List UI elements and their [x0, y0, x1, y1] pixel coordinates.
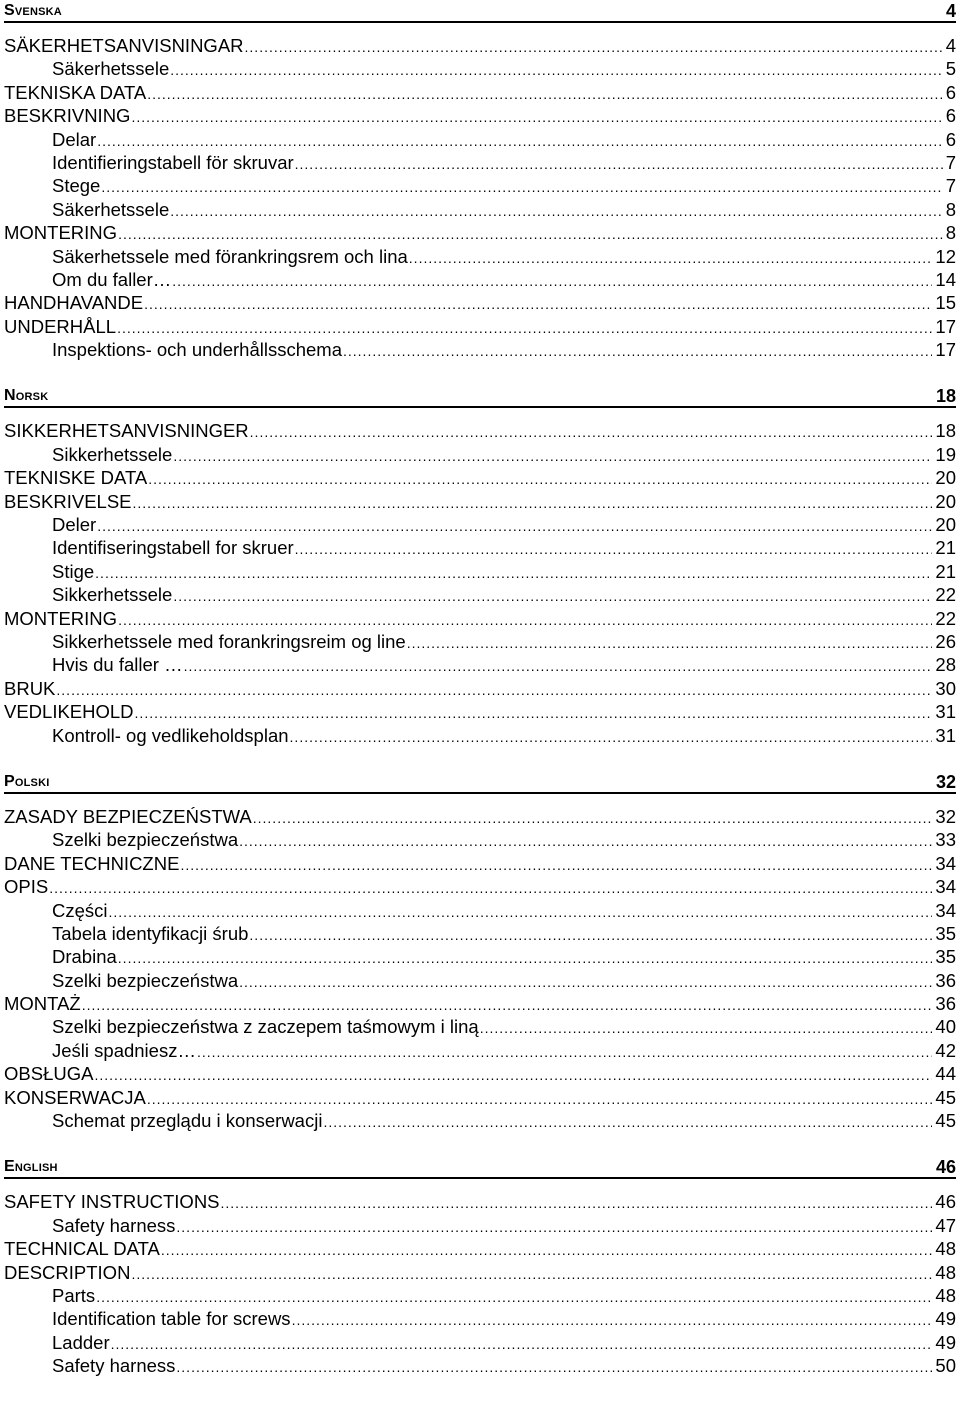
- dot-leader: [480, 1015, 933, 1040]
- toc-entry[interactable]: [4, 57, 956, 80]
- dot-leader: [101, 174, 942, 199]
- dot-leader: [147, 81, 942, 106]
- dot-leader: [176, 1354, 932, 1379]
- dot-leader: [176, 1214, 932, 1239]
- dot-leader: [409, 245, 933, 270]
- toc-entry[interactable]: [4, 1039, 956, 1062]
- toc-entry[interactable]: [4, 1307, 956, 1330]
- toc-entry-title: BESKRIVELSE: [4, 490, 132, 512]
- toc-entry-page: 35: [935, 946, 956, 968]
- dot-leader: [131, 104, 942, 129]
- toc-entry[interactable]: [4, 607, 956, 630]
- toc-entry[interactable]: [4, 128, 956, 151]
- section-page-number: 32: [935, 771, 956, 792]
- toc-entry-title: Schemat przeglądu i konserwacji: [52, 1110, 323, 1132]
- toc-entry-title: DESCRIPTION: [4, 1261, 131, 1283]
- toc-entry-page: 44: [935, 1063, 956, 1085]
- dot-leader: [170, 57, 942, 82]
- toc-entry[interactable]: [4, 560, 956, 583]
- section-title: English: [4, 1158, 58, 1176]
- toc-entry-title: Identifiseringstabell for skruer: [52, 537, 294, 559]
- toc-entry-page: 28: [935, 654, 956, 676]
- dot-leader: [323, 1109, 932, 1134]
- section-title: Norsk: [4, 387, 49, 405]
- dot-leader: [253, 805, 933, 830]
- dot-leader: [118, 607, 932, 632]
- dot-leader: [239, 828, 932, 853]
- toc-entry-page: 6: [945, 128, 956, 150]
- toc-entry[interactable]: [4, 466, 956, 489]
- toc-entry-title: Stege: [52, 175, 101, 197]
- dot-leader: [184, 653, 933, 678]
- toc-entry-page: 6: [945, 81, 956, 103]
- toc-entry[interactable]: [4, 221, 956, 244]
- toc-entry-title: Ladder: [52, 1331, 110, 1353]
- toc-section: [4, 1156, 956, 1377]
- toc-entry-page: 48: [935, 1284, 956, 1306]
- toc-entry-title: Säkerhetssele med förankringsrem och lina: [52, 245, 408, 267]
- toc-entry-page: 4: [945, 35, 956, 56]
- toc-entry-page: 34: [935, 852, 956, 874]
- toc-entry[interactable]: [4, 1086, 956, 1109]
- toc-entry-title: Części: [52, 899, 108, 921]
- dot-leader: [343, 338, 932, 363]
- dot-leader: [295, 536, 933, 561]
- dot-leader: [290, 724, 933, 749]
- toc-entry-page: 36: [935, 993, 956, 1015]
- toc-entry[interactable]: [4, 805, 956, 828]
- toc-entry-page: 20: [935, 490, 956, 512]
- toc-entry-list: [4, 419, 956, 746]
- toc-entry-list: [4, 34, 956, 361]
- toc-entry-title: TEKNISKA DATA: [4, 81, 147, 103]
- toc-entry[interactable]: [4, 1214, 956, 1237]
- dot-leader: [148, 466, 932, 491]
- toc-entry[interactable]: [4, 1109, 956, 1132]
- toc-entry[interactable]: [4, 724, 956, 747]
- toc-entry-page: 6: [945, 105, 956, 127]
- toc-section: [4, 771, 956, 1132]
- section-page-number: 4: [945, 1, 956, 21]
- dot-leader: [111, 1331, 933, 1356]
- toc-entry[interactable]: [4, 513, 956, 536]
- dot-leader: [118, 945, 933, 970]
- toc-entry-page: 49: [935, 1331, 956, 1353]
- section-heading[interactable]: [4, 385, 956, 408]
- toc-entry[interactable]: [4, 653, 956, 676]
- dot-leader: [109, 899, 933, 924]
- dot-leader: [117, 315, 932, 340]
- toc-entry-page: 7: [945, 151, 956, 173]
- dot-leader: [118, 221, 943, 246]
- toc-entry[interactable]: [4, 81, 956, 104]
- dot-leader: [49, 875, 932, 900]
- toc-entry-page: 34: [935, 899, 956, 921]
- toc-entry[interactable]: [4, 536, 956, 559]
- section-spacer: [4, 361, 956, 385]
- toc-entry-page: 35: [935, 922, 956, 944]
- toc-entry-page: 49: [935, 1308, 956, 1330]
- toc-entry-title: Stige: [52, 560, 95, 582]
- toc-entry-title: Hvis du faller …: [52, 654, 183, 676]
- toc-entry-page: 48: [935, 1238, 956, 1260]
- toc-entry-title: VEDLIKEHOLD: [4, 701, 134, 723]
- toc-entry-page: 22: [935, 607, 956, 629]
- toc-entry-title: DANE TECHNICZNE: [4, 852, 180, 874]
- toc-entry[interactable]: [4, 700, 956, 723]
- toc-entry[interactable]: [4, 630, 956, 653]
- toc-entry-title: Delar: [52, 128, 97, 150]
- section-title: Polski: [4, 772, 50, 790]
- toc-entry-title: Szelki bezpieczeństwa z zaczepem taśmowym i liną: [52, 1016, 479, 1038]
- toc-entry-title: SAFETY INSTRUCTIONS: [4, 1191, 220, 1213]
- toc-entry-page: 40: [935, 1016, 956, 1038]
- toc-entry-title: Identifieringstabell för skruvar: [52, 151, 294, 173]
- toc-entry[interactable]: [4, 1190, 956, 1213]
- toc-entry-title: Inspektions- och underhållsschema: [52, 339, 342, 361]
- toc-entry-title: Jeśli spadniesz…: [52, 1039, 196, 1061]
- toc-entry-page: 45: [935, 1086, 956, 1108]
- toc-entry-page: 21: [935, 560, 956, 582]
- toc-entry-page: 36: [935, 969, 956, 991]
- toc-entry-page: 15: [935, 292, 956, 314]
- toc-entry-title: Sikkerhetssele med forankringsreim og line: [52, 630, 406, 652]
- toc-entry[interactable]: [4, 174, 956, 197]
- toc-entry-page: 33: [935, 829, 956, 851]
- dot-leader: [131, 1261, 932, 1286]
- toc-entry-page: 17: [935, 315, 956, 337]
- toc-entry-title: BRUK: [4, 677, 56, 699]
- toc-entry-title: UNDERHÅLL: [4, 315, 117, 337]
- section-spacer: [4, 1132, 956, 1156]
- toc-entry[interactable]: [4, 490, 956, 513]
- toc-entry[interactable]: [4, 34, 956, 57]
- toc-entry-title: SÄKERHETSANVISNINGAR: [4, 35, 244, 56]
- dot-leader: [407, 630, 933, 655]
- toc-entry-page: 34: [935, 876, 956, 898]
- toc-entry-title: Szelki bezpieczeństwa: [52, 969, 239, 991]
- toc-entry-title: TEKNISKE DATA: [4, 467, 148, 489]
- dot-leader: [94, 1062, 932, 1087]
- toc-entry-title: Safety harness: [52, 1214, 176, 1236]
- dot-leader: [172, 268, 932, 293]
- dot-leader: [180, 852, 932, 877]
- toc-entry-title: MONTAŻ: [4, 993, 81, 1015]
- toc-entry[interactable]: [4, 875, 956, 898]
- toc-entry-title: Kontroll- og vedlikeholdsplan: [52, 724, 289, 746]
- toc-entry-title: OPIS: [4, 876, 49, 898]
- toc-entry-title: MONTERING: [4, 222, 118, 244]
- toc-entry-page: 46: [935, 1191, 956, 1213]
- toc-entry-page: 20: [935, 467, 956, 489]
- toc-entry[interactable]: [4, 419, 956, 442]
- table-of-contents: [4, 0, 956, 1378]
- toc-entry-page: 18: [935, 420, 956, 442]
- toc-entry-title: OBSŁUGA: [4, 1063, 94, 1085]
- dot-leader: [97, 128, 942, 153]
- section-page-number: 46: [935, 1157, 956, 1178]
- toc-entry-page: 22: [935, 584, 956, 606]
- dot-leader: [173, 443, 932, 468]
- toc-entry[interactable]: [4, 338, 956, 361]
- toc-entry-title: Sikkerhetssele: [52, 443, 173, 465]
- dot-leader: [250, 419, 933, 444]
- toc-entry-title: BESKRIVNING: [4, 105, 131, 127]
- toc-entry[interactable]: [4, 899, 956, 922]
- toc-entry-page: 32: [935, 805, 956, 827]
- toc-entry-title: Tabela identyfikacji śrub: [52, 922, 249, 944]
- toc-entry-page: 8: [945, 222, 956, 244]
- toc-entry[interactable]: [4, 922, 956, 945]
- toc-entry-page: 12: [935, 245, 956, 267]
- toc-entry-page: 47: [935, 1214, 956, 1236]
- dot-leader: [144, 291, 932, 316]
- toc-entry[interactable]: [4, 1284, 956, 1307]
- toc-entry-page: 17: [935, 339, 956, 361]
- toc-entry-page: 48: [935, 1261, 956, 1283]
- dot-leader: [170, 198, 942, 223]
- toc-entry[interactable]: [4, 104, 956, 127]
- section-title: Svenska: [4, 2, 62, 19]
- toc-entry[interactable]: [4, 1015, 956, 1038]
- section-page-number: 18: [935, 386, 956, 407]
- toc-entry-title: TECHNICAL DATA: [4, 1238, 160, 1260]
- dot-leader: [82, 992, 933, 1017]
- dot-leader: [147, 1086, 933, 1111]
- toc-entry-page: 7: [945, 175, 956, 197]
- toc-entry[interactable]: [4, 443, 956, 466]
- toc-entry[interactable]: [4, 828, 956, 851]
- toc-entry-page: 19: [935, 443, 956, 465]
- toc-entry-page: 31: [935, 701, 956, 723]
- dot-leader: [96, 1284, 932, 1309]
- toc-entry[interactable]: [4, 852, 956, 875]
- section-heading[interactable]: [4, 1156, 956, 1179]
- toc-entry-title: Säkerhetssele: [52, 58, 170, 80]
- toc-entry-title: SIKKERHETSANVISNINGER: [4, 420, 249, 442]
- toc-entry[interactable]: [4, 198, 956, 221]
- toc-entry-page: 30: [935, 677, 956, 699]
- toc-entry-page: 31: [935, 724, 956, 746]
- toc-entry[interactable]: [4, 151, 956, 174]
- dot-leader: [135, 700, 933, 725]
- toc-entry-title: HANDHAVANDE: [4, 292, 144, 314]
- toc-entry[interactable]: [4, 245, 956, 268]
- toc-entry-list: [4, 1190, 956, 1377]
- toc-entry-title: ZASADY BEZPIECZEŃSTWA: [4, 805, 252, 827]
- toc-entry[interactable]: [4, 583, 956, 606]
- dot-leader: [197, 1039, 932, 1064]
- dot-leader: [95, 560, 932, 585]
- toc-entry-page: 26: [935, 630, 956, 652]
- dot-leader: [239, 969, 932, 994]
- dot-leader: [249, 922, 932, 947]
- toc-entry-page: 20: [935, 514, 956, 536]
- dot-leader: [133, 490, 933, 515]
- toc-entry[interactable]: [4, 291, 956, 314]
- toc-entry[interactable]: [4, 992, 956, 1015]
- toc-entry-title: Sikkerhetssele: [52, 584, 173, 606]
- toc-entry-page: 50: [935, 1355, 956, 1377]
- dot-leader: [221, 1190, 933, 1215]
- toc-entry[interactable]: [4, 1237, 956, 1260]
- toc-entry[interactable]: [4, 677, 956, 700]
- section-heading[interactable]: [4, 0, 956, 23]
- toc-entry-page: 14: [935, 268, 956, 290]
- toc-entry[interactable]: [4, 315, 956, 338]
- toc-section: [4, 385, 956, 746]
- toc-entry-title: MONTERING: [4, 607, 118, 629]
- toc-entry[interactable]: [4, 1261, 956, 1284]
- dot-leader: [295, 151, 943, 176]
- dot-leader: [97, 513, 932, 538]
- dot-leader: [245, 34, 943, 59]
- section-heading[interactable]: [4, 771, 956, 794]
- toc-entry-title: Deler: [52, 514, 97, 536]
- toc-entry-title: KONSERWACJA: [4, 1086, 146, 1108]
- toc-entry[interactable]: [4, 1331, 956, 1354]
- toc-entry-title: Drabina: [52, 946, 117, 968]
- toc-entry[interactable]: [4, 945, 956, 968]
- toc-entry-title: Szelki bezpieczeństwa: [52, 829, 239, 851]
- section-spacer: [4, 747, 956, 771]
- dot-leader: [292, 1307, 933, 1332]
- toc-entry-title: Safety harness: [52, 1355, 176, 1377]
- toc-entry-page: 42: [935, 1039, 956, 1061]
- toc-entry-page: 45: [935, 1110, 956, 1132]
- toc-entry[interactable]: [4, 1354, 956, 1377]
- toc-entry-title: Parts: [52, 1284, 96, 1306]
- toc-entry-page: 21: [935, 537, 956, 559]
- toc-entry-title: Identification table for screws: [52, 1308, 291, 1330]
- toc-entry-title: Om du faller…: [52, 268, 172, 290]
- toc-entry-title: Säkerhetssele: [52, 198, 170, 220]
- toc-entry-page: 5: [945, 58, 956, 80]
- toc-entry[interactable]: [4, 268, 956, 291]
- toc-entry[interactable]: [4, 1062, 956, 1085]
- toc-entry-list: [4, 805, 956, 1132]
- dot-leader: [56, 677, 932, 702]
- dot-leader: [161, 1237, 933, 1262]
- toc-entry-page: 8: [945, 198, 956, 220]
- toc-entry[interactable]: [4, 969, 956, 992]
- toc-section: [4, 0, 956, 361]
- dot-leader: [173, 583, 932, 608]
